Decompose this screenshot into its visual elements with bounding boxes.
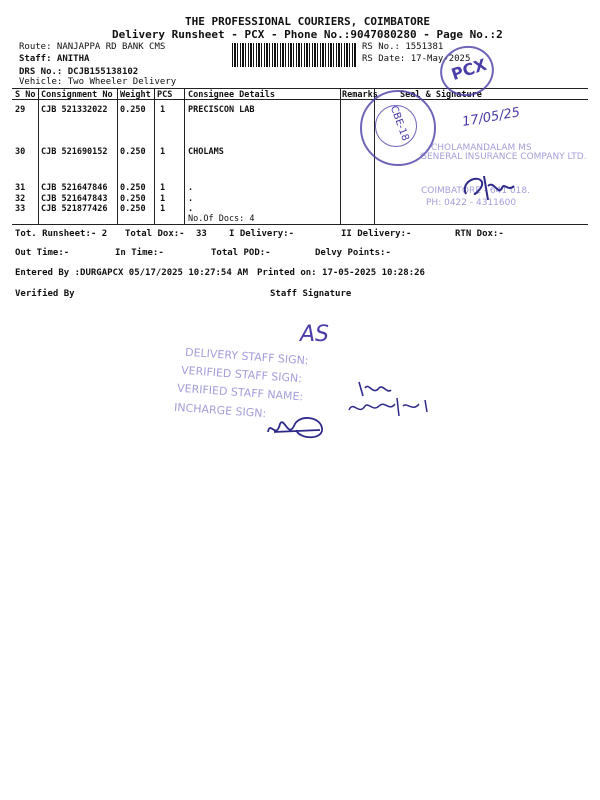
rtn-dox: RTN Dox:- <box>455 229 504 239</box>
col-divider <box>340 88 341 224</box>
cell-consignment: CJB 521647846 <box>41 183 108 193</box>
rs-number: RS No.: 1551381 <box>362 42 444 52</box>
route-label: Route: NANJAPPA RD BANK CMS <box>19 42 166 52</box>
col-divider <box>117 88 118 224</box>
delvy-points: Delvy Points:- <box>315 248 391 258</box>
table-bottom-rule <box>12 224 588 225</box>
sign-label: VERIFIED STAFF NAME: <box>176 381 304 404</box>
company-title: THE PROFESSIONAL COURIERS, COIMBATORE <box>185 15 431 28</box>
handwritten-date: 17/05/25 <box>461 105 522 130</box>
col-divider <box>154 88 155 224</box>
cell-consignment: CJB 521877426 <box>41 204 108 214</box>
cell-pcs: 1 <box>160 183 166 193</box>
table-top-rule <box>12 88 588 89</box>
cell-sno: 31 <box>15 183 26 193</box>
i-delivery: I Delivery:- <box>229 229 295 239</box>
cell-pcs: 1 <box>160 147 166 157</box>
incharge-signature <box>264 410 328 444</box>
docs-count: No.Of Docs: 4 <box>188 214 255 224</box>
vehicle-label: Vehicle: Two Wheeler Delivery <box>19 77 177 87</box>
cell-pcs: 1 <box>160 105 166 115</box>
col-header-consignment: Consignment No <box>41 90 113 100</box>
rs-date: RS Date: 17-May-2025 <box>362 54 471 64</box>
cell-consignment: CJB 521690152 <box>41 147 108 157</box>
company-stamp-line: COIMBATORE - 641 018. <box>421 186 530 196</box>
col-header-remarks: Remarks <box>342 90 378 100</box>
office-stamp-code: CBE-18 <box>387 104 411 143</box>
total-runsheet: Tot. Runsheet:- 2 <box>15 229 108 239</box>
col-header-weight: Weight <box>120 90 151 100</box>
cell-consignment: CJB 521647843 <box>41 194 108 204</box>
cell-consignee: . <box>188 194 194 204</box>
cell-consignee: CHOLAMS <box>188 147 224 157</box>
in-time: In Time:- <box>115 248 164 258</box>
col-header-sno: S No <box>15 90 36 100</box>
runsheet-subtitle: Delivery Runsheet - PCX - Phone No.:9047080280 - Page No.:2 <box>112 28 503 41</box>
receiver-signature <box>458 170 518 206</box>
col-divider <box>38 88 39 224</box>
staff-label: Staff: ANITHA <box>19 54 90 64</box>
sign-label: DELIVERY STAFF SIGN: <box>184 345 309 368</box>
col-header-seal: Seal & Signature <box>400 90 482 100</box>
cell-consignee: PRECISCON LAB <box>188 105 255 115</box>
out-time: Out Time:- <box>15 248 70 258</box>
cell-sno: 33 <box>15 204 26 214</box>
verified-staff-name-signature <box>345 394 435 420</box>
cell-weight: 0.250 <box>120 147 146 157</box>
company-stamp-line: PH: 0422 - 4311600 <box>426 198 517 208</box>
cell-pcs: 1 <box>160 204 166 214</box>
cell-sno: 29 <box>15 105 26 115</box>
total-dox-label: Total Dox:- <box>125 229 185 239</box>
cell-pcs: 1 <box>160 194 166 204</box>
barcode <box>232 43 356 67</box>
company-stamp-line: GENERAL INSURANCE COMPANY LTD. <box>420 152 587 162</box>
sign-label: INCHARGE SIGN: <box>173 400 267 421</box>
cell-sno: 30 <box>15 147 26 157</box>
cell-weight: 0.250 <box>120 194 146 204</box>
col-header-consignee: Consignee Details <box>188 90 275 100</box>
company-stamp-line: CHOLAMANDALAM MS <box>431 143 532 153</box>
ii-delivery: II Delivery:- <box>341 229 412 239</box>
cell-weight: 0.250 <box>120 183 146 193</box>
printed-on: Printed on: 17-05-2025 10:28:26 <box>257 268 425 278</box>
cell-consignment: CJB 521332022 <box>41 105 108 115</box>
entered-by: Entered By :DURGAPCX 05/17/2025 10:27:54 AM <box>15 268 248 278</box>
handwritten-initials: AS <box>300 322 330 347</box>
col-header-pcs: PCS <box>157 90 173 100</box>
cell-weight: 0.250 <box>120 204 146 214</box>
drs-label: DRS No.: DCJB155138102 <box>19 67 139 77</box>
total-pod: Total POD:- <box>211 248 271 258</box>
pcx-stamp-text: PCX <box>448 54 489 85</box>
col-divider <box>184 88 185 224</box>
cell-weight: 0.250 <box>120 105 146 115</box>
cell-consignee: . <box>188 183 194 193</box>
staff-signature-label: Staff Signature <box>270 289 352 299</box>
cell-consignee: . <box>188 204 194 214</box>
sign-label: VERIFIED STAFF SIGN: <box>180 363 303 386</box>
total-dox-value: 33 <box>196 229 207 239</box>
cell-sno: 32 <box>15 194 26 204</box>
verified-by: Verified By <box>15 289 75 299</box>
